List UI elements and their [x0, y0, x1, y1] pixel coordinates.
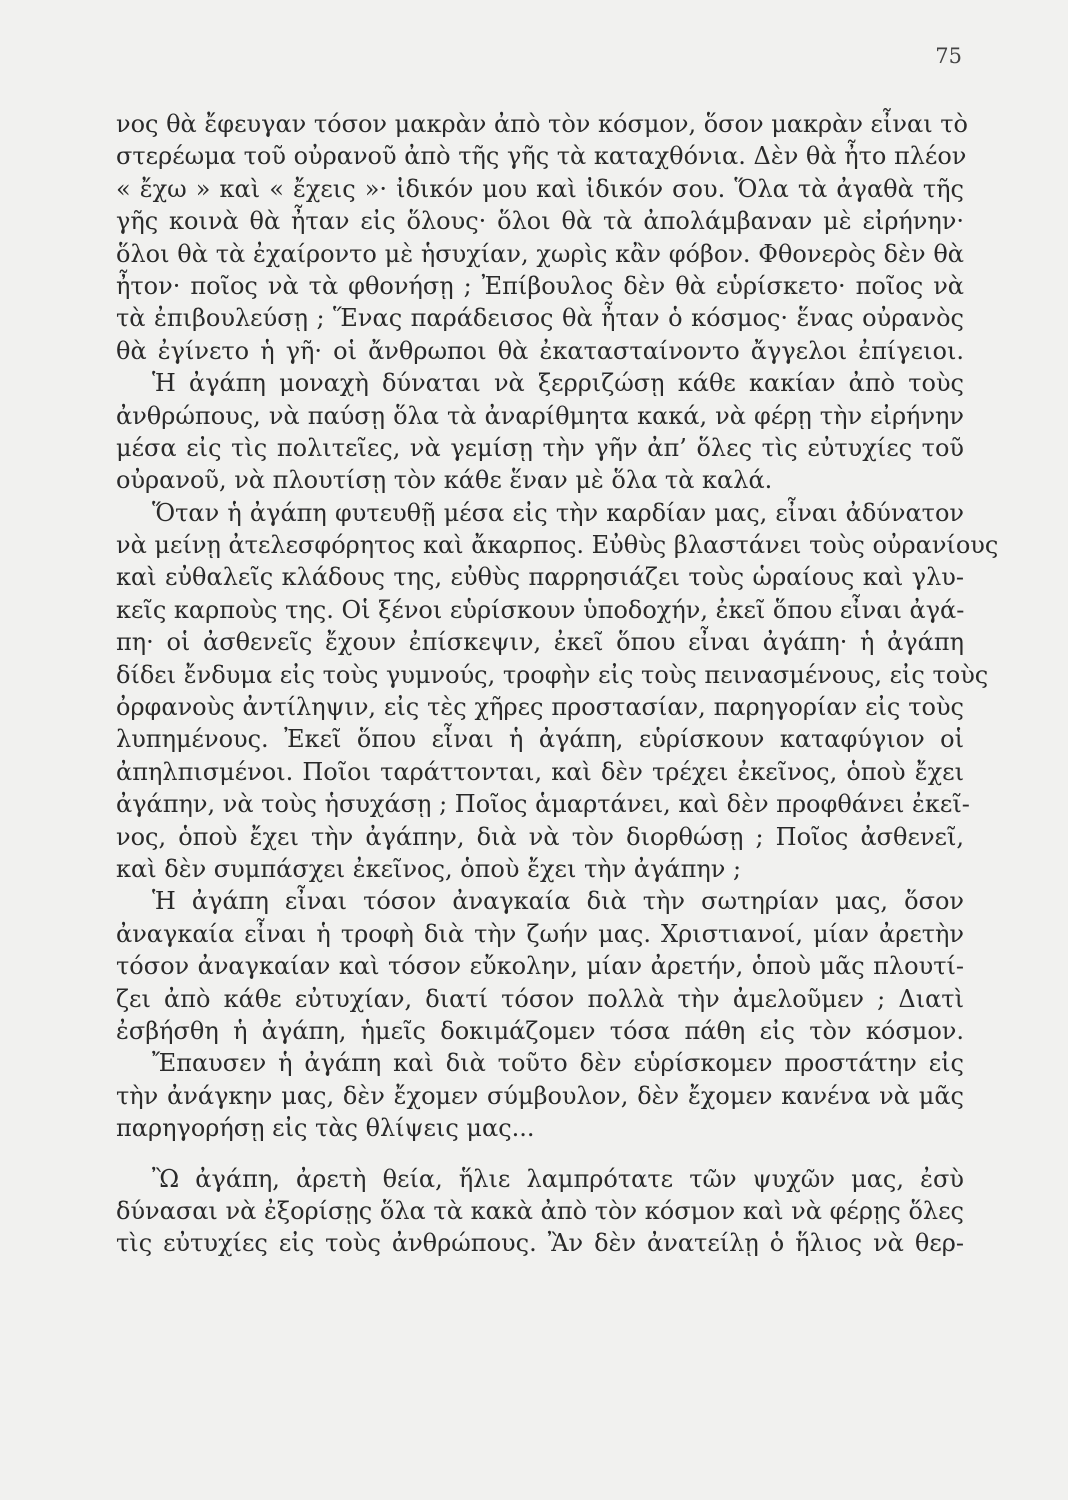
text-line: Ὢ ἀγάπη, ἀρετὴ θεία, ἥλιε λαμπρότατε τῶν ψυχῶν μας, ἐσὺ [152, 1164, 964, 1193]
text-line: νὰ μείνῃ ἀτελεσφόρητος καὶ ἄκαρπος. Εὐθὺς βλαστάνει τοὺς οὐρανίους [116, 531, 999, 560]
paragraph [116, 885, 964, 1047]
text-line: γῆς κοινὰ θὰ ἦταν εἰς ὅλους· ὅλοι θὰ τὰ ἀπολάμβαναν μὲ εἰρήνην· [116, 207, 964, 236]
page-body [116, 108, 999, 1260]
text-line: τὴν ἀνάγκην μας, δὲν ἔχομεν σύμβουλον, δὲν ἔχομεν κανένα νὰ μᾶς [116, 1081, 964, 1110]
page-number: 75 [935, 44, 962, 68]
text-line: στερέωμα τοῦ οὐρανοῦ ἀπὸ τῆς γῆς τὰ καταχθόνια. Δὲν θὰ ἦτο πλέον [116, 142, 967, 171]
text-line: ἀγάπην, νὰ τοὺς ἡσυχάσῃ ; Ποῖος ἁμαρτάνει, καὶ δὲν προφθάνει ἐκεῖ- [116, 790, 970, 819]
text-line: Ἔπαυσεν ἡ ἀγάπη καὶ διὰ τοῦτο δὲν εὑρίσκομεν προστάτην εἰς [152, 1049, 964, 1078]
text-line: Ὅταν ἡ ἀγάπη φυτευθῇ μέσα εἰς τὴν καρδίαν μας, εἶναι ἀδύνατον [152, 498, 964, 527]
text-line: νος, ὁποὺ ἔχει τὴν ἀγάπην, διὰ νὰ τὸν διορθώσῃ ; Ποῖος ἀσθενεῖ, [116, 822, 964, 851]
text-line: λυπημένους. Ἐκεῖ ὅπου εἶναι ἡ ἀγάπη, εὑρίσκουν καταφύγιον οἱ [116, 725, 964, 754]
text-line: παρηγορήσῃ εἰς τὰς θλίψεις μας... [116, 1114, 535, 1143]
text-line: ὅλοι θὰ τὰ ἐχαίροντο μὲ ἡσυχίαν, χωρὶς κἂν φόβον. Φθονερὸς δὲν θὰ [116, 239, 964, 268]
text-line: καὶ δὲν συμπάσχει ἐκεῖνος, ὁποὺ ἔχει τὴν ἀγάπην ; [116, 854, 742, 883]
text-line: πη· οἱ ἀσθενεῖς ἔχουν ἐπίσκεψιν, ἐκεῖ ὅπου εἶναι ἀγάπη· ἡ ἀγάπη [116, 628, 964, 657]
text-line: καὶ εὐθαλεῖς κλάδους της, εὐθὺς παρρησιάζει τοὺς ὡραίους καὶ γλυ- [116, 563, 964, 592]
text-line: δύνασαι νὰ ἐξορίσῃς ὅλα τὰ κακὰ ἀπὸ τὸν κόσμον καὶ νὰ φέρῃς ὅλες [116, 1196, 964, 1225]
text-line: ὀρφανοὺς ἀντίληψιν, εἰς τὲς χῆρες προστασίαν, παρηγορίαν εἰς τοὺς [116, 693, 964, 722]
paragraph [116, 497, 999, 886]
text-line: ἀπηλπισμένοι. Ποῖοι ταράττονται, καὶ δὲν τρέχει ἐκεῖνος, ὁποὺ ἔχει [116, 757, 964, 786]
text-line: ἐσβήσθη ἡ ἀγάπη, ἡμεῖς δοκιμάζομεν τόσα πάθη εἰς τὸν κόσμον. [116, 1016, 964, 1045]
text-line: τὰ ἐπιβουλεύσῃ ; Ἕνας παράδεισος θὰ ἦταν ὁ κόσμος· ἕνας οὐρανὸς [116, 304, 964, 333]
text-line: ζει ἀπὸ κάθε εὐτυχίαν, διατί τόσον πολλὰ τὴν ἀμελοῦμεν ; Διατὶ [116, 984, 964, 1013]
text-line: Ἡ ἀγάπη μοναχὴ δύναται νὰ ξερριζώσῃ κάθε κακίαν ἀπὸ τοὺς [152, 369, 964, 398]
text-line: κεῖς καρποὺς της. Οἱ ξένοι εὑρίσκουν ὑποδοχήν, ἐκεῖ ὅπου εἶναι ἀγά- [116, 595, 965, 624]
paragraph [116, 1163, 964, 1260]
text-line: ἀναγκαία εἶναι ἡ τροφὴ διὰ τὴν ζωήν μας. Χριστιανοί, μίαν ἀρετὴν [116, 919, 964, 948]
paragraph [116, 108, 968, 367]
paragraph [116, 1047, 964, 1144]
text-line: ἦτον· ποῖος νὰ τὰ φθονήσῃ ; Ἐπίβουλος δὲν θὰ εὑρίσκετο· ποῖος νὰ [116, 271, 964, 300]
text-line: ἀνθρώπους, νὰ παύσῃ ὅλα τὰ ἀναρίθμητα κακά, νὰ φέρῃ τὴν εἰρήνην [116, 401, 964, 430]
text-line: θὰ ἐγίνετο ἡ γῆ· οἱ ἄνθρωποι θὰ ἐκατασταίνοντο ἄγγελοι ἐπίγειοι. [116, 336, 964, 365]
text-line: νος θὰ ἔφευγαν τόσον μακρὰν ἀπὸ τὸν κόσμον, ὅσον μακρὰν εἶναι τὸ [116, 110, 968, 138]
text-line: οὐρανοῦ, νὰ πλουτίσῃ τὸν κάθε ἕναν μὲ ὅλα τὰ καλά. [116, 466, 773, 495]
text-line: τὶς εὐτυχίες εἰς τοὺς ἀνθρώπους. Ἂν δὲν ἀνατείλῃ ὁ ἥλιος νὰ θερ- [116, 1229, 964, 1258]
text-line: « ἔχω » καὶ « ἔχεις »· ἰδικόν μου καὶ ἰδικόν σου. Ὅλα τὰ ἀγαθὰ τῆς [116, 174, 964, 203]
paragraph [116, 367, 964, 497]
text-line: μέσα εἰς τὶς πολιτεῖες, νὰ γεμίσῃ τὴν γῆν ἀπ’ ὅλες τὶς εὐτυχίες τοῦ [116, 433, 964, 462]
text-line: δίδει ἔνδυμα εἰς τοὺς γυμνούς, τροφὴν εἰς τοὺς πεινασμένους, εἰς τοὺς [116, 660, 989, 689]
text-line: Ἡ ἀγάπη εἶναι τόσον ἀναγκαία διὰ τὴν σωτηρίαν μας, ὅσον [152, 887, 964, 916]
text-line: τόσον ἀναγκαίαν καὶ τόσον εὔκολην, μίαν ἀρετήν, ὁποὺ μᾶς πλουτί- [116, 952, 964, 981]
